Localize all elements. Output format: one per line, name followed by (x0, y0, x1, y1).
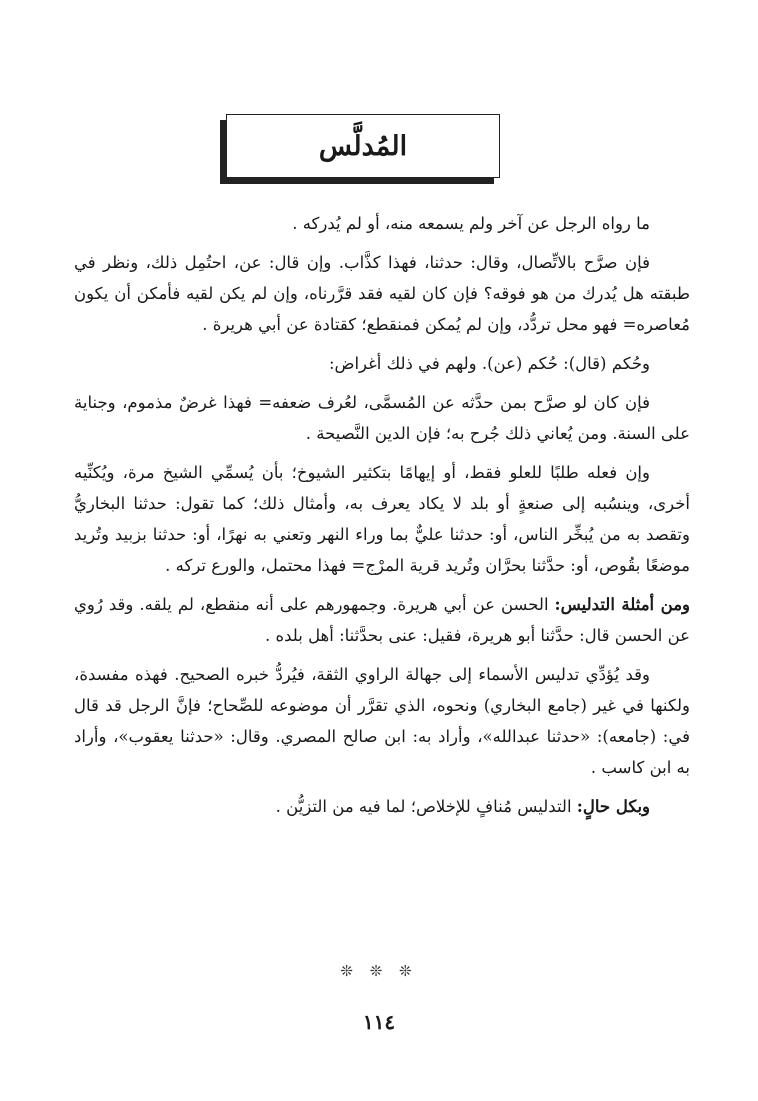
paragraph-2 (74, 247, 690, 340)
paragraph-text: وإن فعله طلبًا للعلو فقط، أو إيهامًا بتكثير الشيوخ؛ بأن يُسمِّي الشيخ مرة، ويُكنِّيه أخرى، وينسُبه إلى صنعةٍ أو بلد لا يكاد يعرف به، وأمثال ذلك؛ كما تقول: حدثنا البخاريُّ وتقصد به من يُبخِّر الناس، أو: حدثنا عليٌّ بما وراء النهر وتعني به نهرًا، أو: حدثنا بزبيد وتُريد موضعًا بقُوص، أو: حدَّثنا بحرَّان وتُريد قرية المرْج= فهذا محتمل، والورع تركه . (74, 463, 690, 575)
paragraph-text: فإن كان لو صرَّح بمن حدَّثه عن المُسمَّى، لعُرف ضعفه= فهذا غرضٌ مذموم، وجناية على السنة. ومن يُعاني ذلك جُرح به؛ فإن الدين النَّصيحة . (74, 393, 690, 443)
paragraph-lead: ومن أمثلة التدليس: (554, 595, 690, 614)
paragraph-text: وحُكم (قال): حُكم (عن). ولهم في ذلك أغراض: (328, 354, 650, 373)
paragraph-7 (74, 659, 690, 783)
paragraph-lead: وبكل حالٍ: (576, 797, 650, 816)
paragraph-text: وقد يُؤدِّي تدليس الأسماء إلى جهالة الراوي الثقة، فيُردُّ خبره الصحيح. فهذه مفسدة، ولكنها في غير (جامع البخاري) ونحوه، الذي تقرَّر أن موضوعه للصِّحاح؛ فإنَّ الرجل قد قال في: (جامعه): «حدثنا عبدالله»، وأراد به: ابن صالح المصري. وقال: «حدثنا يعقوب»، وأراد به ابن كاسب . (74, 665, 690, 777)
paragraph-4 (74, 387, 690, 449)
paragraph-5 (74, 457, 690, 581)
paragraph-text: التدليس مُنافٍ للإخلاص؛ لما فيه من التزيُّن . (275, 797, 577, 816)
paragraph-3 (74, 348, 690, 379)
page-number: ١١٤ (362, 1010, 396, 1034)
paragraph-text: الحسن عن أبي هريرة. وجمهورهم على أنه منقطع، لم يلقه. وقد رُوي عن الحسن قال: حدَّثنا أبو هريرة، فقيل: عنى بحدَّثنا: أهل بلده . (74, 595, 690, 645)
paragraph-6 (74, 589, 690, 651)
section-separator: ❊ ❊ ❊ (340, 962, 418, 980)
paragraph-text: ما رواه الرجل عن آخر ولم يسمعه منه، أو لم يُدركه . (292, 214, 650, 233)
paragraph-8 (74, 791, 690, 822)
title-box (226, 114, 500, 178)
paragraph-text: فإن صرَّح بالاتِّصال، وقال: حدثنا، فهذا كذَّاب. وإن قال: عن، احتُمِل ذلك، ونظر في طبقته هل يُدرك من هو فوقه؟ فإن كان لقيه فقد قرَّرناه، وإن لم يكن لقيه فأمكن أن يكون مُعاصره= فهو محل تردُّد، وإن لم يُمكن فمنقطع؛ كقتادة عن أبي هريرة . (74, 253, 690, 334)
page-title: المُدلَّس (318, 130, 408, 162)
paragraph-1 (74, 208, 690, 239)
body-text (74, 208, 690, 830)
